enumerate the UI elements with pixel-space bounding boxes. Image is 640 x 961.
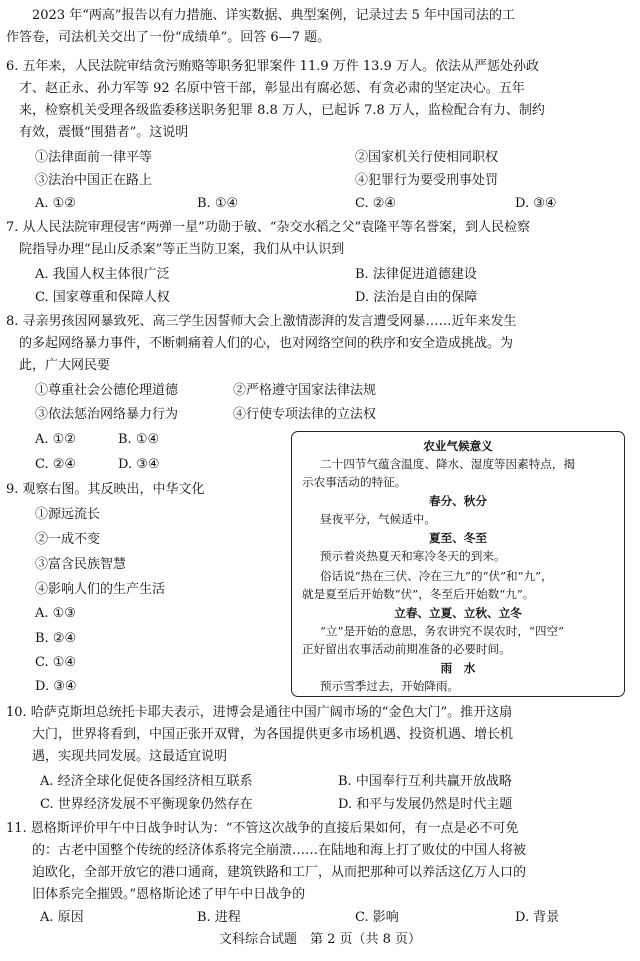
- q10-stem-line: 10. 哈萨克斯坦总统托卡耶夫表示，进博会是通往中国广阔市场的“金色大门”。推开这扇: [6, 705, 513, 720]
- q9-statement-1: ①源远流长: [35, 507, 101, 522]
- q7-stem-line: 院指导办理“昆山反杀案”等正当防卫案，我们从中认识到: [6, 242, 345, 257]
- box-intro-line: 示农事活动的特征。: [302, 475, 407, 489]
- q6-statement-1: ①法律面前一律平等: [35, 150, 153, 165]
- q6-stem-line: 才、赵正永、孙力军等 92 名原中管干部，彰显出有腐必惩、有贪必肃的坚定决心。五年: [6, 81, 525, 96]
- q10-option-d: D. 和平与发展仍然是时代主题: [338, 797, 513, 812]
- box-heading-equinox: 春分、秋分: [429, 494, 487, 508]
- q6-option-c: C. ②④: [355, 196, 397, 211]
- box-title: 农业气候意义: [423, 439, 493, 453]
- q6-statement-4: ④犯罪行为要受刑事处罚: [355, 173, 499, 188]
- q11-option-b: B. 进程: [197, 910, 241, 925]
- solar-terms-box: [291, 431, 625, 697]
- q8-statement-2: ②严格遵守国家法律法规: [233, 383, 377, 398]
- q10-stem-line: 大门，世界将看到，中国正张开双臂，为各国提供更多市场机遇、投资机遇、增长机: [6, 727, 514, 742]
- q7-stem-line: 7. 从人民法院审理侵害“两弹一星”功勋于敏、“杂交水稻之父”袁隆平等名誉案，到人民检察: [6, 220, 531, 235]
- q11-option-d: D. 背景: [515, 910, 560, 925]
- q10-option-c: C. 世界经济发展不平衡现象仍然存在: [40, 797, 253, 812]
- box-text: 预示雪季过去，开始降雨。: [320, 679, 460, 693]
- q6-stem-line: 有效，震慑“围猎者”。这说明: [6, 125, 189, 140]
- q9-option-c: C. ①④: [35, 655, 77, 670]
- q8-stem-line: 的多起网络暴力事件，不断刺痛着人们的心，也对网络空间的秩序和安全造成挑战。为: [6, 336, 514, 351]
- q6-option-a: A. ①②: [35, 196, 76, 211]
- q8-statement-4: ④行使专项法律的立法权: [233, 407, 377, 422]
- q10-stem-line: 遇，实现共同发展。这最适宜说明: [6, 749, 228, 764]
- q9-statement-3: ③富含民族智慧: [35, 557, 127, 572]
- q11-option-c: C. 影响: [355, 910, 399, 925]
- intro-line: 作答卷，司法机关交出了一份“成绩单”。回答 6—7 题。: [6, 30, 331, 45]
- q11-stem-line: 迫欧化，全部开放它的港口通商，建筑铁路和工厂，从而把那种可以养活这亿万人口的: [6, 865, 527, 880]
- q10-option-b: B. 中国奉行互利共赢开放战略: [338, 774, 512, 789]
- q6-stem-line: 6. 五年来，人民法院审结贪污贿赂等职务犯罪案件 11.9 万件 13.9 万人。依法从严惩处孙政: [6, 59, 539, 74]
- q11-stem-line: 旧体系完全摧毁。”恩格斯论述了甲午中日战争的: [6, 887, 306, 902]
- q9-option-a: A. ①③: [35, 606, 76, 621]
- q9-statement-2: ②一成不变: [35, 532, 101, 547]
- q8-option-b: B. ①④: [118, 432, 160, 447]
- q9-stem: 9. 观察右图。其反映出，中华文化: [6, 482, 205, 497]
- q8-option-c: C. ②④: [35, 457, 77, 472]
- box-intro-line: 二十四节气蕴含温度、降水、湿度等因素特点，揭: [320, 457, 576, 471]
- box-text: 昼夜平分，气候适中。: [320, 512, 436, 526]
- q8-option-a: A. ①②: [35, 432, 76, 447]
- q9-option-b: B. ②④: [35, 631, 77, 646]
- intro-line: 2023 年“两高”报告以有力措施、详实数据、典型案例，记录过去 5 年中国司法的工: [6, 8, 516, 23]
- q6-option-b: B. ①④: [197, 196, 239, 211]
- q11-stem-line: 11. 恩格斯评价甲午中日战争时认为：“不管这次战争的直接后果如何，有一点是必不可免: [6, 821, 519, 836]
- q6-stem-line: 来，检察机关受理各级监委移送职务犯罪 8.8 万人，已起诉 7.8 万人，监检配合有力、制约: [6, 103, 545, 118]
- q8-option-d: D. ③④: [118, 457, 160, 472]
- box-heading-solstice: 夏至、冬至: [429, 531, 487, 545]
- q10-option-a: A. 经济全球化促使各国经济相互联系: [40, 774, 253, 789]
- box-heading-four-beginnings: 立春、立夏、立秋、立冬: [394, 606, 522, 620]
- q9-option-d: D. ③④: [35, 679, 77, 694]
- box-text: 预示着炎热夏天和寒冷冬天的到来。: [320, 549, 506, 563]
- q6-option-d: D. ③④: [515, 196, 557, 211]
- box-heading-rain-water: 雨 水: [440, 661, 476, 675]
- q7-option-a: A. 我国人权主体很广泛: [35, 267, 170, 282]
- q8-statement-1: ①尊重社会公德伦理道德: [35, 383, 179, 398]
- q8-stem-line: 此，广大网民要: [6, 358, 111, 373]
- q9-statement-4: ④影响人们的生产生活: [35, 582, 166, 597]
- box-text: “立”是开始的意思，务农讲究不误农时，“四空”: [320, 624, 564, 638]
- q11-stem-line: 的：古老中国整个传统的经济体系将完全崩溃……在陆地和海上打了败仗的中国人将被: [6, 843, 527, 858]
- q6-statement-3: ③法治中国正在路上: [35, 173, 153, 188]
- q7-option-c: C. 国家尊重和保障人权: [35, 290, 170, 305]
- q11-option-a: A. 原因: [40, 910, 84, 925]
- box-text: 就是夏至后开始数“伏”，冬至后开始数“九”。: [302, 587, 535, 601]
- q8-statement-3: ③依法惩治网络暴力行为: [35, 407, 179, 422]
- box-text: 俗话说“热在三伏、冷在三九”的“伏”和“九”，: [320, 569, 553, 583]
- q7-option-b: B. 法律促进道德建设: [355, 267, 477, 282]
- q7-option-d: D. 法治是自由的保障: [355, 290, 478, 305]
- page-footer: 文科综合试题 第 2 页（共 8 页）: [218, 932, 422, 947]
- q6-statement-2: ②国家机关行使相同职权: [355, 150, 499, 165]
- q8-stem-line: 8. 寻亲男孩因网暴致死、高三学生因誓师大会上激情澎湃的发言遭受网暴……近年来发生: [6, 314, 517, 329]
- box-text: 正好留出农事活动前期准备的必要时间。: [302, 642, 511, 656]
